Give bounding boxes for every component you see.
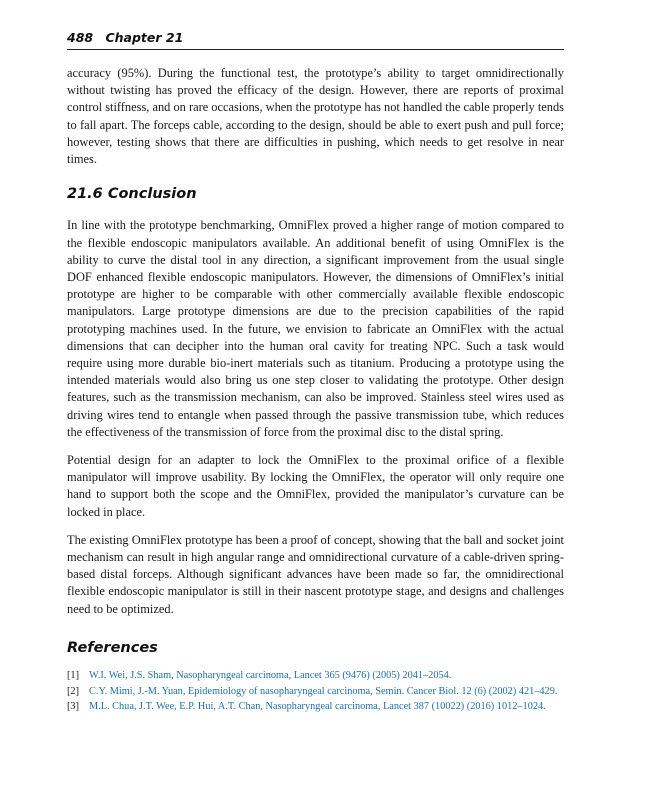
reference-list [67, 669, 564, 714]
conclusion-paragraph-2: Potential design for an adapter to lock the OmniFlex to the proximal orifice of a flexible manipulator will improve usability. By locking the OmniFlex, the operator will only require one hand to support both the scope and the OmniFlex, provided the manipulator’s curvature can be locked in place. [67, 453, 564, 519]
reference-number: [2] [67, 685, 80, 697]
section-heading: 21.6 Conclusion [67, 186, 197, 203]
intro-paragraph: accuracy (95%). During the functional test, the prototype’s ability to target omnidirectionally without twisting has proved the efficacy of the design. However, there are reports of proximal control stiffness, and on rare occasions, when the prototype has not handled the cable properly tends to fall apart. The forceps cable, according to the design, should be able to exert push and pull force; however, testing shows that there are difficulties in pushing, which needs to get resolve in near times. [67, 66, 564, 167]
conclusion-paragraph-3: The existing OmniFlex prototype has been a proof of concept, showing that the ball and socket joint mechanism can result in high angular range and omnidirectional curvature of a cable-driven spring-based distal forceps. Although significant advances have been made so far, the omnidirectional flexible endoscopic manipulator is still in their nascent prototype stage, and designs and challenges need to be optimized. [67, 532, 564, 616]
page-number: 488 [67, 30, 94, 45]
reference-number: [1] [67, 670, 80, 682]
running-header [67, 30, 564, 50]
conclusion-paragraph-1: In line with the prototype benchmarking, OmniFlex proved a higher range of motion compared to the flexible endoscopic manipulators available. An additional benefit of using OmniFlex is the ability to curve the distal tool in any direction, a significant improvement from the usual single DOF enhanced flexible endoscopic manipulators. However, the dimensions of OmniFlex’s initial prototype are higher to be comparable with other commercially available flexible endoscopic manipulators. Large prototype dimensions are due to the precision capabilities of the rapid prototyping machines used. In the future, we envision to fabricate an OmniFlex with the actual dimensions that can decipher into the human oral cavity for treating NPC. Such a task would require using more durable bio-inert materials such as titanium. Producing a prototype using the intended materials would also bring us one step closer to validating the prototype. Other design features, such as the transmission mechanism, can also be improved. Stainless steel wires used as driving wires tend to entangle when passed through the passive transmission tube, which reduces the effectiveness of the transmission of force from the proximal disc to the distal spring. [67, 218, 564, 439]
page-body [67, 65, 564, 716]
reference-link[interactable]: M.L. Chua, J.T. Wee, E.P. Hui, A.T. Chan, Nasopharyngeal carcinoma, Lancet 387 (10022) (2016) 1012–1024. [89, 701, 546, 713]
reference-number: [3] [67, 701, 80, 713]
reference-link[interactable]: W.I. Wei, J.S. Sham, Nasopharyngeal carcinoma, Lancet 365 (9476) (2005) 2041–2054. [89, 670, 452, 682]
chapter-label: Chapter 21 [105, 30, 184, 45]
reference-item [67, 685, 564, 699]
references-heading: References [67, 639, 158, 656]
reference-link[interactable]: C.Y. Mimi, J.-M. Yuan, Epidemiology of nasopharyngeal carcinoma, Semin. Cancer Biol. 12 (6) (2002) 421–429. [89, 685, 558, 697]
reference-item [67, 700, 564, 714]
reference-item [67, 669, 564, 683]
